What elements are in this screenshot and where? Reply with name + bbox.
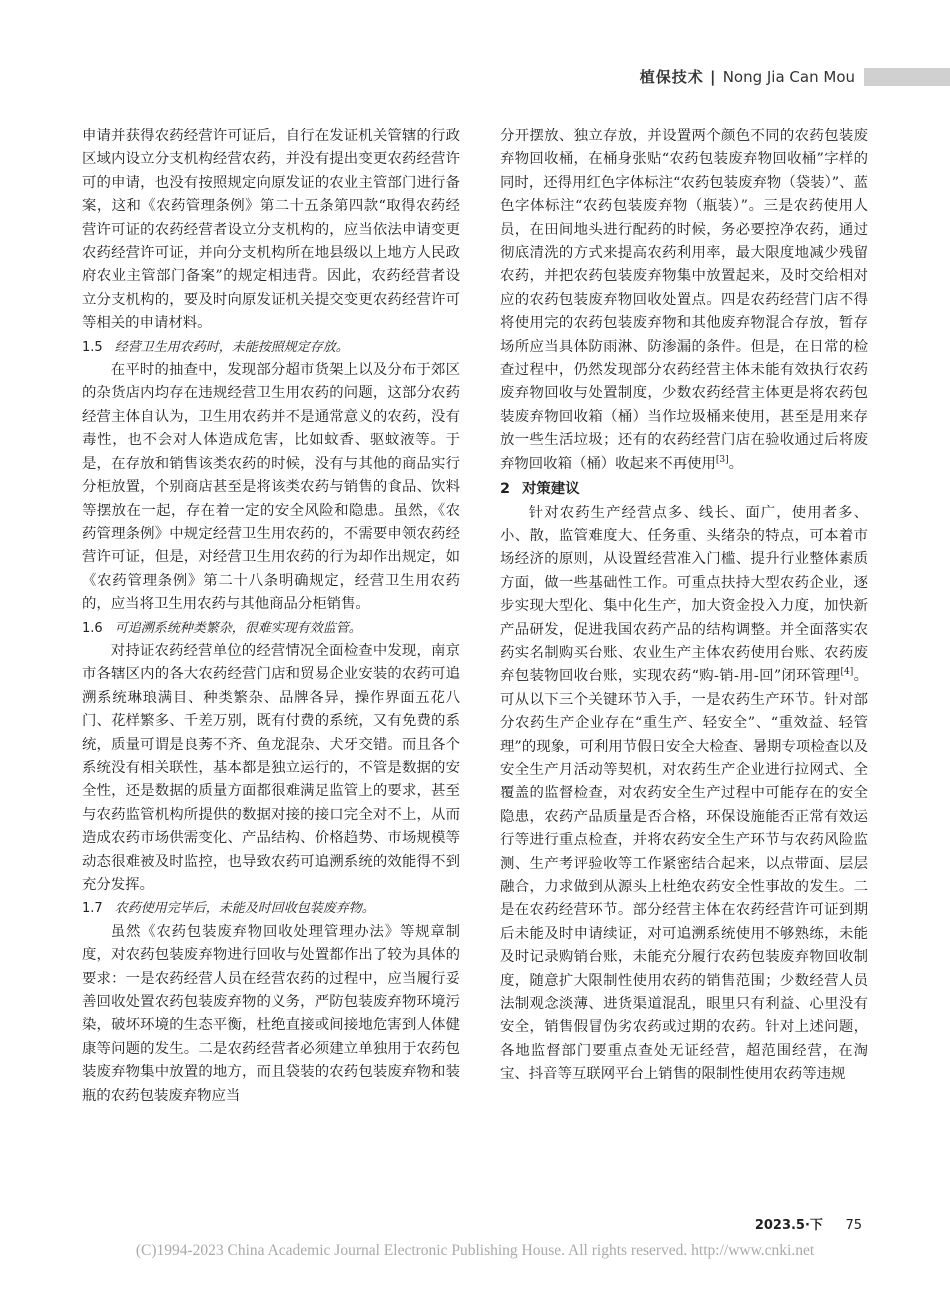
issue-date: 2023.5·下 xyxy=(754,1218,823,1233)
section-number: 2 xyxy=(500,481,511,498)
running-header xyxy=(0,64,950,90)
paragraph-text: 针对农药生产经营点多、线长、面广，使用者多、小、散，监管难度大、任务重、头绪杂的特点，可本着市场经济的原则，从设置经营准入门槛、提升行业整体素质方面，做一些基础性工作。可重点扶持大型农药企业，逐步实现大型化、集中化生产，加大资金投入力度，加快新产品研发，促进我国农药产品的结构调整。并全面落实农药实名制购买台账、农业生产主体农药使用台账、农药废弃包装物回收台账，实现农药“购-销-用-回”闭环管理 xyxy=(500,504,868,685)
paragraph: 虽然《农药包装废弃物回收处理管理办法》等规章制度，对农药包装废弃物进行回收与处置都作出了较为具体的要求：一是农药经营人员在经营农药的过程中，应当履行妥善回收处置农药包装废弃物的义务，严防包装废弃物环境污染，破坏环境的生态平衡，杜绝直接或间接地危害到人体健康等问题的发生。二是农药经营者必须建立单独用于农药包装废弃物集中放置的地方，而且袋装的农药包装废弃物和装瓶的农药包装废弃物应当 xyxy=(82,923,460,1104)
paragraph xyxy=(500,125,868,476)
subsection-number: 1.5 xyxy=(82,339,103,355)
subsection-number: 1.7 xyxy=(82,901,103,917)
paragraph-text: 分开摆放、独立存放，并设置两个颜色不同的农药包装废弃物回收桶，在桶身张贴“农药包装废弃物回收桶”字样的同时，还得用红色字体标注“农药包装废弃物（袋装）”、蓝色字体标注“农药包装废弃物（瓶装）”。三是农药使用人员，在田间地头进行配药的时候，务必要控净农药，通过彻底清洗的方式来提高农药利用率，最大限度地减少残留农药，并把农药包装废弃物集中放置起来，及时交给相对应的农药包装废弃物回收处置点。四是农药经营门店不得将使用完的农药包装废弃物和其他废弃物混合存放，暂存场所应当具体防雨淋、防渗漏的条件。但是，在日常的检查过程中，仍然发现部分农药经营主体未能有效执行农药废弃物回收与处置制度，少数农药经营主体更是将农药包装废弃物回收箱（桶）当作垃圾桶来使用，甚至是用来存放一些生活垃圾；还有的农药经营门店在验收通过后将废弃物回收箱（桶）收起来不再使用 xyxy=(500,128,868,472)
subsection-heading xyxy=(82,897,460,920)
page-number: 75 xyxy=(845,1218,862,1233)
citation-ref: [3] xyxy=(715,454,729,465)
copyright-watermark: (C)1994-2023 China Academic Journal Electronic Publishing House. All rights reserved. http://www.cnki.net xyxy=(135,1242,815,1259)
journal-name: Nong Jia Can Mou xyxy=(722,68,855,86)
paragraph xyxy=(500,502,868,1087)
subsection-heading xyxy=(82,336,460,359)
subsection-title: 可追溯系统种类繁杂，很难实现有效监管。 xyxy=(114,620,362,636)
subsection-title: 经营卫生用农药时，未能按照规定存放。 xyxy=(114,339,349,355)
paragraph: 对持证农药经营单位的经营情况全面检查中发现，南京市各辖区内的各大农药经营门店和贸易企业安装的农药可追溯系统琳琅满目、种类繁杂、品牌各异，操作界面五花八门、花样繁多、千差万别，既有付费的系统，又有免费的系统，质量可谓是良莠不齐、鱼龙混杂、犬牙交错。而且各个系统没有相关联性，基本都是独立运行的，不管是数据的安全性，还是数据的质量方面都很难满足监管上的要求，甚至与农药监管机构所提供的数据对接的接口完全对不上，从而造成农药市场供需变化、产品结构、价格趋势、市场规模等动态很难被及时监控，也导致农药可追溯系统的效能得不到充分发挥。 xyxy=(82,642,460,893)
section-heading xyxy=(500,478,868,501)
journal-section-title xyxy=(640,64,855,90)
header-separator: | xyxy=(709,68,717,86)
subsection-heading xyxy=(82,617,460,640)
subsection-title: 农药使用完毕后，未能及时回收包装废弃物。 xyxy=(114,901,375,917)
page-footer xyxy=(755,1214,862,1233)
right-column xyxy=(500,125,868,1087)
paragraph: 申请并获得农药经营许可证后，自行在发证机关管辖的行政区域内设立分支机构经营农药，并没有提出变更农药经营许可的申请，也没有按照规定向原发证的农业主管部门进行备案，这和《农药管理条例》第二十五条第四款“取得农药经营许可证的农药经营者设立分支机构的，应当依法申请变更农药经营许可证，并向分支机构所在地县级以上地方人民政府农业主管部门备案”的规定相违背。因此，农药经营者设立分支机构的，要及时向原发证机关提交变更农药经营许可等相关的申请材料。 xyxy=(82,128,460,332)
subsection-number: 1.6 xyxy=(82,620,103,636)
left-column xyxy=(82,125,460,1108)
section-name: 植保技术 xyxy=(639,68,704,86)
section-title: 对策建议 xyxy=(522,481,580,498)
paragraph-end: 。 xyxy=(728,455,744,472)
citation-ref: [4] xyxy=(840,667,854,678)
paragraph-text: 。可从以下三个关键环节入手，一是农药生产环节。针对部分农药生产企业存在“重生产、轻安全”、“重效益、轻管理”的现象，可利用节假日安全大检查、暑期专项检查以及安全生产月活动等契机，对农药生产企业进行拉网式、全覆盖的监督检查，对农药安全生产过程中可能存在的安全隐患，农药产品质量是否合格，环保设施能否正常有效运行等进行重点检查，并将农药安全生产环节与农药风险监测、生产考评验收等工作紧密结合起来，以点带面、层层融合，力求做到从源头上杜绝农药安全性事故的发生。二是在农药经营环节。部分经营主体在农药经营许可证到期后未能及时申请续证，对可追溯系统使用不够熟练，未能及时记录购销台账，未能充分履行农药包装废弃物回收制度，随意扩大限制性使用农药的销售范围；少数经营人员法制观念淡薄、进货渠道混乱，眼里只有利益、心里没有安全，销售假冒伪劣农药或过期的农药。针对上述问题，各地监督部门要重点查处无证经营，超范围经营，在淘宝、抖音等互联网平台上销售的限制性使用农药等违规 xyxy=(500,668,868,1083)
paragraph: 在平时的抽查中，发现部分超市货架上以及分布于郊区的杂货店内均存在违规经营卫生用农药的问题，这部分农药经营主体自认为，卫生用农药并不是通常意义的农药，没有毒性，也不会对人体造成危害，比如蚊香、驱蚊液等。于是，在存放和销售该类农药的时候，没有与其他的商品实行分柜放置，个别商店甚至是将该类农药与销售的食品、饮料等摆放在一起，存在着一定的安全风险和隐患。虽然，《农药管理条例》中规定经营卫生用农药的，不需要申领农药经营许可证，但是，对经营卫生用农药的行为却作出规定，如《农药管理条例》第二十八条明确规定，经营卫生用农药的，应当将卫生用农药与其他商品分柜销售。 xyxy=(82,362,460,613)
header-decoration-bar xyxy=(864,68,950,86)
